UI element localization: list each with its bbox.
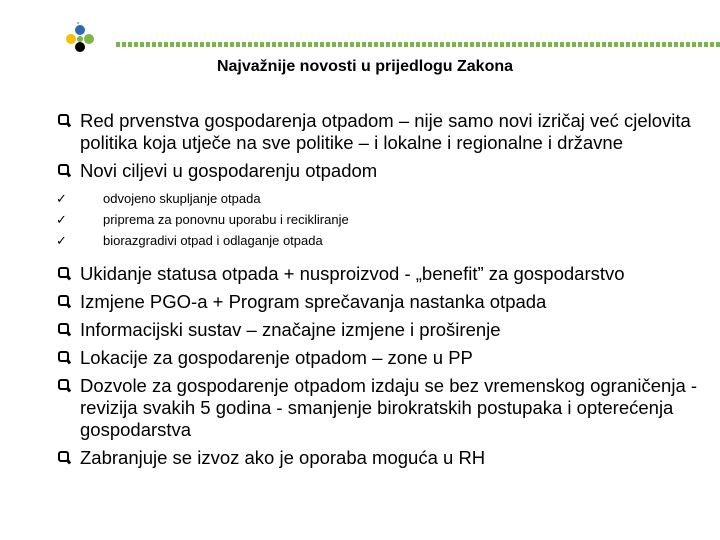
bullet-icon <box>58 351 69 362</box>
checkmark-icon: ✓ <box>56 233 67 248</box>
bullet-text: Informacijski sustav – značajne izmjene i proširenje <box>80 319 501 340</box>
checkmark-icon: ✓ <box>56 191 67 206</box>
bullet-text: Ukidanje statusa otpada + nusproizvod - „benefit” za gospodarstvo <box>80 263 625 284</box>
bullet-item <box>56 263 706 285</box>
checkmark-icon: ✓ <box>56 212 67 227</box>
organization-logo <box>58 20 102 56</box>
bullet-item <box>56 447 706 469</box>
sub-item-text: priprema za ponovnu uporabu i recikliranje <box>103 212 349 227</box>
bullet-icon <box>58 323 69 334</box>
bullet-item <box>56 319 706 341</box>
bullet-icon <box>58 114 69 125</box>
sub-item-text: biorazgradivi otpad i odlaganje otpada <box>103 233 323 248</box>
bullet-icon <box>58 295 69 306</box>
header-divider <box>116 42 720 47</box>
bullet-item <box>56 110 706 154</box>
bullet-item <box>56 291 706 313</box>
sub-list <box>56 188 706 251</box>
sub-item-text: odvojeno skupljanje otpada <box>103 191 261 206</box>
bullet-item <box>56 347 706 369</box>
page-title: Najvažnije novosti u prijedlogu Zakona <box>216 58 514 75</box>
bullet-item <box>56 160 706 182</box>
bullet-text: Dozvole za gospodarenje otpadom izdaju se bez vremenskog ograničenja - revizija svakih 5 godina - smanjenje birokratskih postupaka i opterećenja gospodarstva <box>80 375 698 440</box>
bullet-icon <box>58 379 69 390</box>
sub-list-item <box>56 188 706 209</box>
bullet-icon <box>58 451 69 462</box>
bullet-text: Red prvenstva gospodarenja otpadom – nije samo novi izričaj već cjelovita politika koja utječe na sve politike – i lokalne i regionalne i državne <box>80 110 691 153</box>
bullet-item <box>56 375 706 441</box>
bullet-text: Izmjene PGO-a + Program sprečavanja nastanka otpada <box>80 291 547 312</box>
bullet-text: Lokacije za gospodarenje otpadom – zone u PP <box>80 347 473 368</box>
slide-content <box>56 110 706 475</box>
bullet-text: Zabranjuje se izvoz ako je oporaba moguća u RH <box>80 447 486 468</box>
bullet-text: Novi ciljevi u gospodarenju otpadom <box>80 160 378 181</box>
bullet-icon <box>58 267 69 278</box>
bullet-icon <box>58 164 69 175</box>
sub-list-item <box>56 209 706 230</box>
sub-list-item <box>56 230 706 251</box>
